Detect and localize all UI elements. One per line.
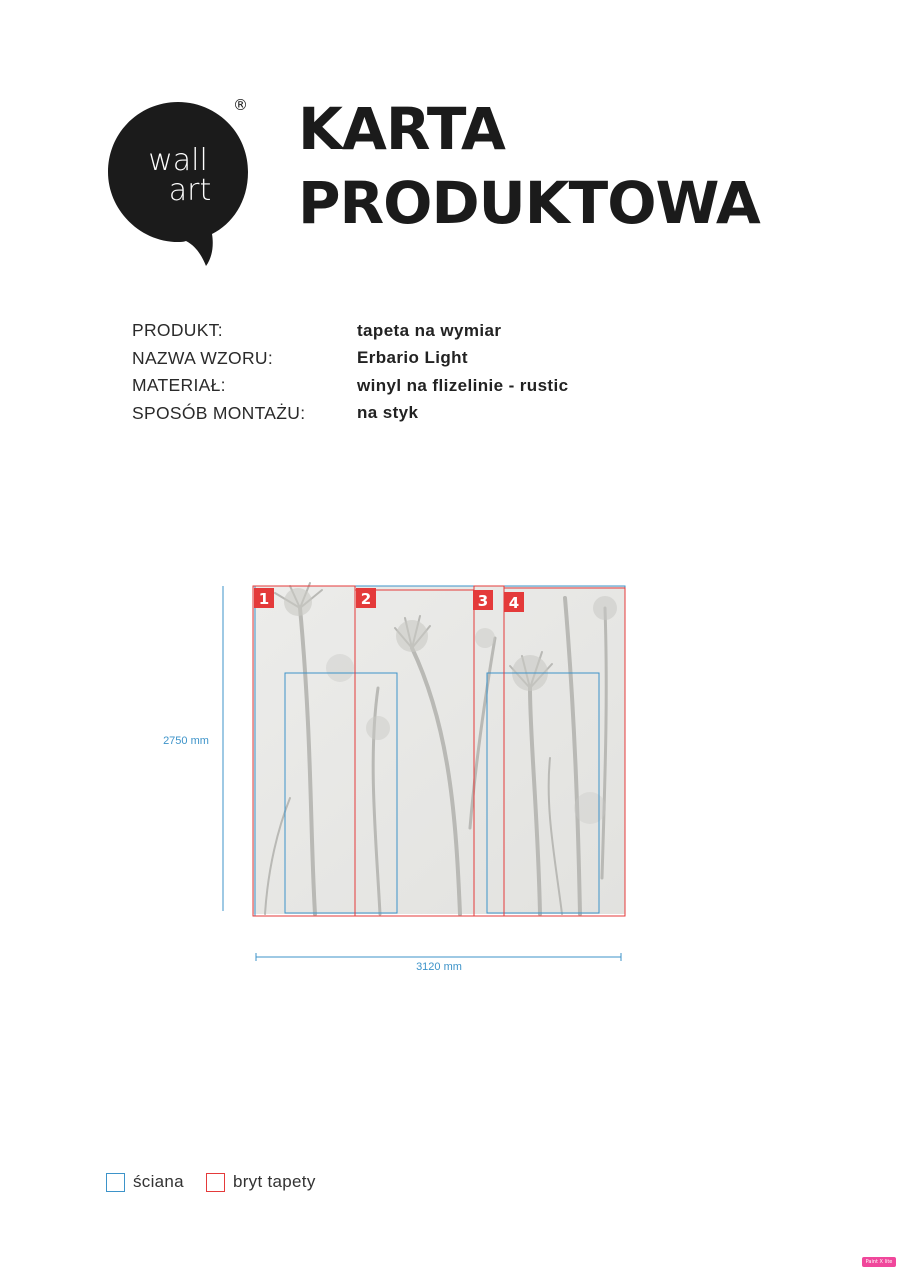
panel-number-3 xyxy=(473,590,493,610)
title-line2: PRODUKTOWA xyxy=(298,169,760,237)
height-label: 2750 mm xyxy=(163,735,209,747)
info-value: tapeta na wymiar xyxy=(357,320,502,340)
width-label: 3120 mm xyxy=(416,961,462,973)
product-info xyxy=(132,317,568,427)
wallpaper-diagram xyxy=(150,578,650,978)
info-label: SPOSÓB MONTAŻU: xyxy=(132,402,306,423)
info-row xyxy=(132,317,568,345)
info-value: na styk xyxy=(357,403,419,423)
info-value: winyl na flizelinie - rustic xyxy=(357,375,569,395)
legend-swatch-panel xyxy=(206,1173,225,1192)
watermark-badge: Paint X lite xyxy=(862,1257,896,1267)
legend-item-panel xyxy=(206,1172,316,1192)
svg-text:3: 3 xyxy=(477,592,489,610)
legend-swatch-wall xyxy=(106,1173,125,1192)
svg-text:4: 4 xyxy=(508,594,520,612)
panel-number-1 xyxy=(254,588,274,608)
wallart-logo xyxy=(100,96,260,268)
panel-number-2 xyxy=(356,588,376,608)
info-label: PRODUKT: xyxy=(132,320,223,341)
svg-text:1: 1 xyxy=(258,590,270,608)
info-row xyxy=(132,345,568,373)
panel-number-4 xyxy=(504,592,524,612)
page-title xyxy=(298,92,760,240)
legend-label-panel: bryt tapety xyxy=(232,1172,316,1191)
info-row xyxy=(132,372,568,400)
legend-label-wall: ściana xyxy=(133,1172,184,1191)
info-label: NAZWA WZORU: xyxy=(132,347,273,368)
title-line1: KARTA xyxy=(298,95,505,163)
info-label: MATERIAŁ: xyxy=(132,375,226,396)
logo-line2: art xyxy=(168,173,212,208)
info-value: Erbario Light xyxy=(357,348,468,368)
logo-line1: wall xyxy=(148,143,208,178)
registered-mark: ® xyxy=(233,96,248,114)
info-row xyxy=(132,400,568,428)
legend xyxy=(106,1172,338,1192)
legend-item-wall xyxy=(106,1172,184,1192)
svg-text:2: 2 xyxy=(360,590,372,608)
